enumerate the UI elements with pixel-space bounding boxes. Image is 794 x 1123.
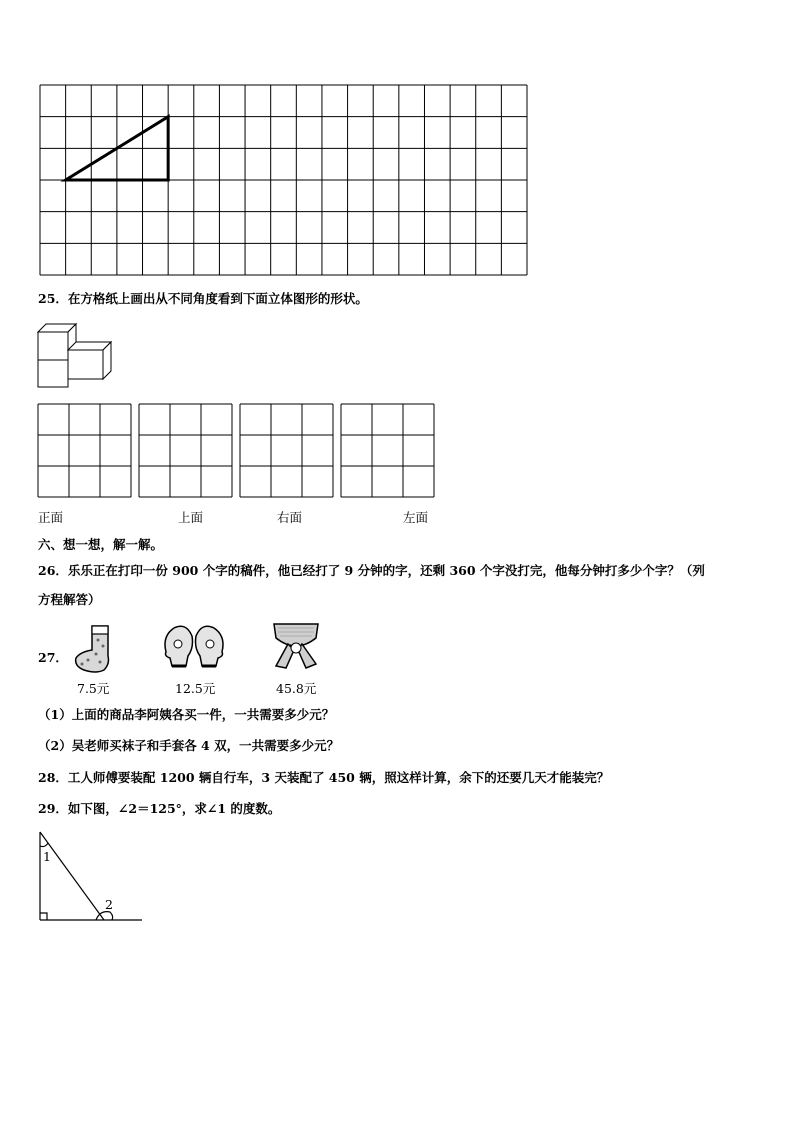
scarf-price: 45.8元 — [276, 681, 317, 696]
angle-2-label: 2 — [105, 897, 113, 912]
question-27-number: 27． — [38, 650, 68, 665]
angle-1-label: 1 — [43, 849, 51, 864]
question-26-line2: 方程解答） — [38, 592, 101, 607]
question-27-sub2: （2）吴老师买袜子和手套各 4 双，一共需要多少元？ — [38, 738, 340, 753]
view-label-left: 左面 — [403, 510, 429, 525]
view-grid-3 — [240, 404, 333, 497]
question-28-text: 28．工人师傅要装配 1200 辆自行车，3 天装配了 450 辆，照这样计算，余下的还要几天才能装完？ — [38, 770, 610, 785]
sock-price: 7.5元 — [77, 681, 110, 696]
view-grid-4 — [341, 404, 434, 497]
question-25-text: 25．在方格纸上画出从不同角度看到下面立体图形的形状。 — [38, 291, 368, 306]
view-label-top: 上面 — [178, 510, 204, 525]
question-26-line1: 26．乐乐正在打印一份 900 个字的稿件，他已经打了 9 分钟的字，还剩 360 个字没打完，他每分钟打多少个字？（列 — [38, 563, 705, 578]
scarf-icon — [266, 620, 326, 672]
question-29-text: 29．如下图，∠2＝125°，求∠1 的度数。 — [38, 801, 281, 816]
mittens-price: 12.5元 — [175, 681, 216, 696]
question-27-sub1: （1）上面的商品李阿姨各买一件，一共需要多少元？ — [38, 707, 335, 722]
view-label-right: 右面 — [277, 510, 303, 525]
section-6-title: 六、想一想，解一解。 — [38, 537, 164, 552]
right-triangle-figure — [0, 0, 200, 940]
view-label-front: 正面 — [38, 510, 64, 525]
